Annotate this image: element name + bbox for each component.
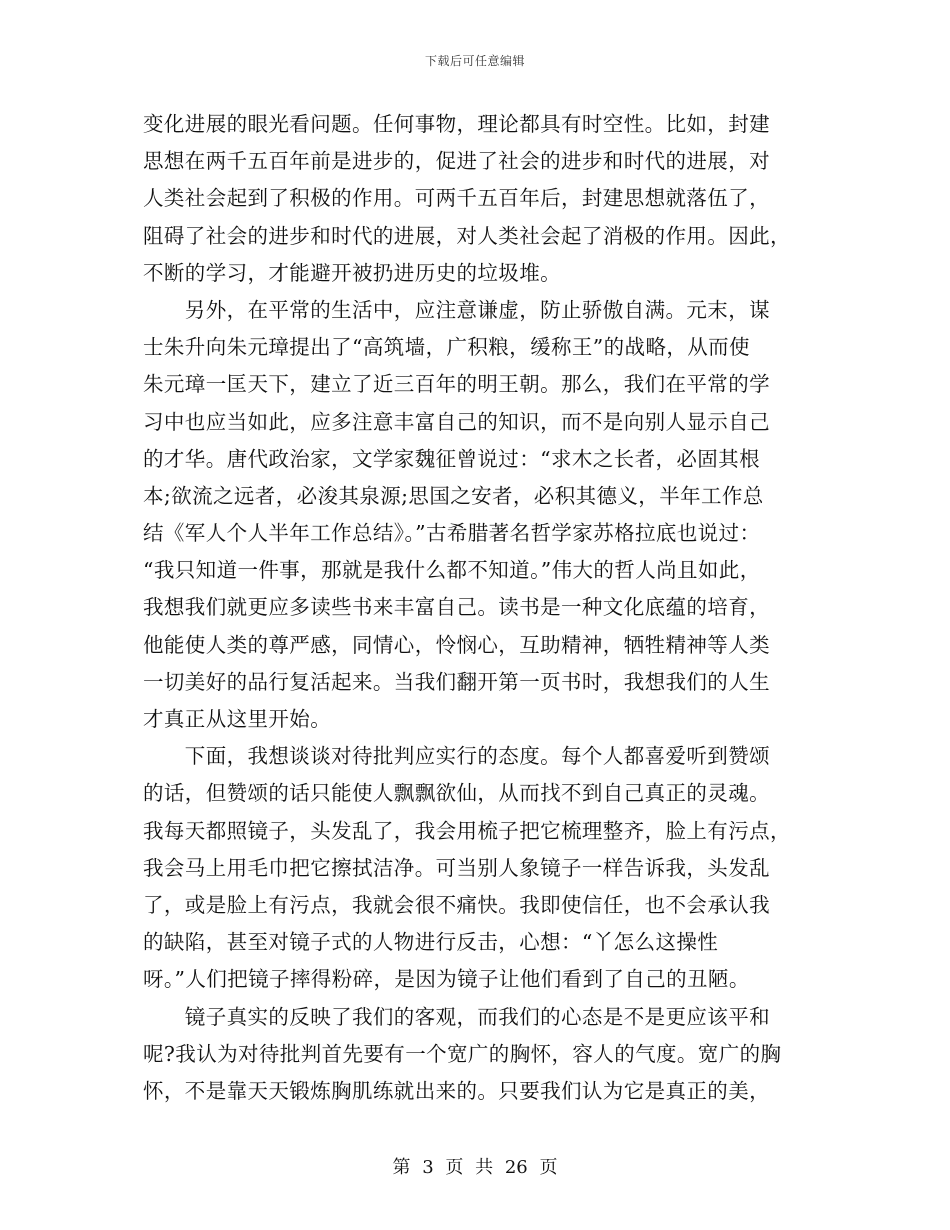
page-number-footer: 第 3 页 共 26 页 (392, 1157, 558, 1178)
text-line: 的缺陷，甚至对镜子式的人物进行反击，心想：“丫怎么这操性 (143, 930, 719, 955)
text-line: 我会马上用毛巾把它擦拭洁净。可当别人象镜子一样告诉我，头发乱 (143, 855, 770, 880)
text-line: 怀，不是靠天天锻炼胸肌练就出来的。只要我们认为它是真正的美， (143, 1078, 770, 1103)
text-line: 本;欲流之远者，必浚其泉源;思国之安者，必积其德义，半年工作总 (143, 483, 764, 508)
text-line: 我想我们就更应多读些书来丰富自己。读书是一种文化底蕴的培育， (143, 595, 770, 620)
text-line: 另外，在平常的生活中，应注意谦虚，防止骄傲自满。元末，谋 (143, 297, 770, 322)
text-line: 了，或是脸上有污点，我就会很不痛快。我即使信任，也不会承认我 (143, 892, 770, 917)
text-line: 人类社会起到了积极的作用。可两千五百年后，封建思想就落伍了， (143, 186, 770, 211)
text-line: 才真正从这里开始。 (143, 707, 332, 731)
text-line: 一切美好的品行复活起来。当我们翻开第一页书时，我想我们的人生 (143, 669, 770, 694)
text-line: 思想在两千五百年前是进步的，促进了社会的进步和时代的进展，对 (143, 149, 770, 174)
text-line: 士朱升向朱元璋提出了“高筑墙，广积粮，缓称王”的战略，从而使 (143, 335, 750, 360)
text-line: 呀。”人们把镜子摔得粉碎，是因为镜子让他们看到了自己的丑陋。 (143, 967, 750, 992)
text-line: 的话，但赞颂的话只能使人飘飘欲仙，从而找不到自己真正的灵魂。 (143, 781, 770, 806)
text-line: “我只知道一件事，那就是我什么都不知道。”伟大的哲人尚且如此， (143, 558, 761, 583)
text-line: 镜子真实的反映了我们的客观，而我们的心态是不是更应该平和 (143, 1004, 770, 1029)
text-line: 朱元璋一匡天下，建立了近三百年的明王朝。那么，我们在平常的学 (143, 372, 770, 397)
text-line: 呢?我认为对待批判首先要有一个宽广的胸怀，容人的气度。宽广的胸 (143, 1041, 782, 1066)
text-line: 我每天都照镜子，头发乱了，我会用梳子把它梳理整齐，脸上有污点， (143, 818, 791, 843)
text-line: 习中也应当如此，应多注意丰富自己的知识，而不是向别人显示自己 (143, 409, 770, 434)
text-line: 变化进展的眼光看问题。任何事物，理论都具有时空性。比如，封建 (143, 112, 770, 136)
page-header: 下载后可任意编辑 (424, 54, 525, 68)
text-line: 结《军人个人半年工作总结》。”古希腊著名哲学家苏格拉底也说过： (143, 521, 761, 546)
text-line: 的才华。唐代政治家，文学家魏征曾说过：“求木之长者，必固其根 (143, 446, 760, 471)
text-line: 阻碍了社会的进步和时代的进展，对人类社会起了消极的作用。因此， (143, 223, 791, 248)
document-body (143, 106, 803, 1110)
text-line: 下面，我想谈谈对待批判应实行的态度。每个人都喜爱听到赞颂 (143, 744, 770, 769)
text-line: 不断的学习，才能避开被扔进历史的垃圾堆。 (143, 260, 561, 285)
text-line: 他能使人类的尊严感，同情心，怜悯心，互助精神，牺牲精神等人类 (143, 632, 770, 657)
